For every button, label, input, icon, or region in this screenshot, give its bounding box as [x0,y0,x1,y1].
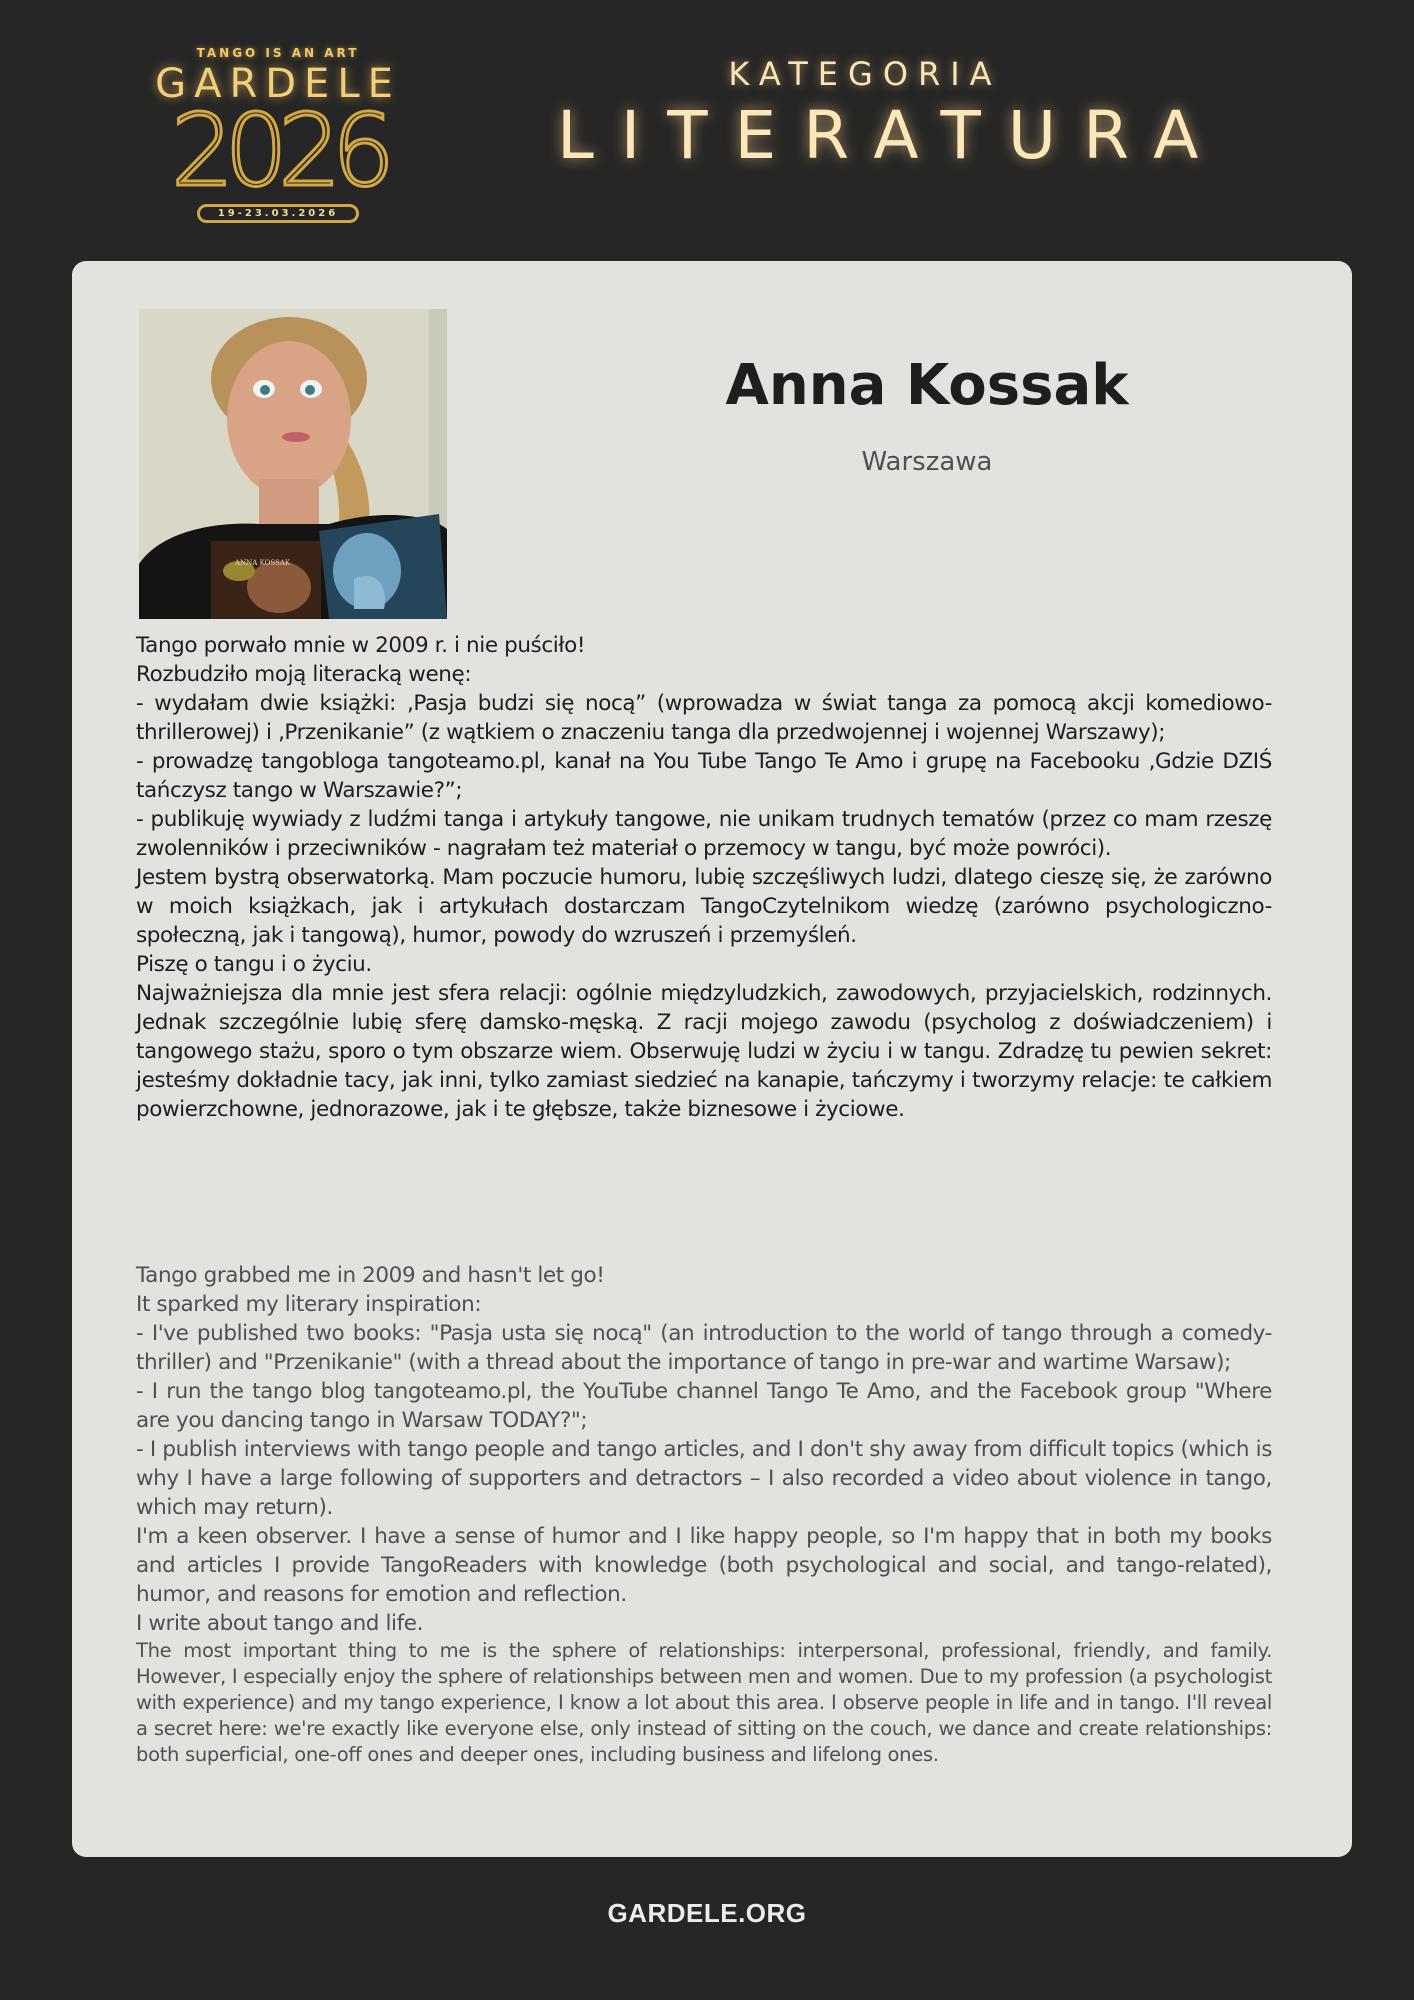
bio-english [136,1261,1272,1768]
bio-pl-paragraph: Najważniejsza dla mnie jest sfera relacji: ogólnie międzyludzkich, zawodowych, przyjacielskich, rodzinnych. Jednak szczególnie lubię sferę damsko-męską. Z racji mojego zawodu (psycholog z doświadczeniem) i tangowego stażu, sporo o tym obszarze wiem. Obserwuję ludzi w życiu i w tangu. Zdradzę tu pewien sekret: jesteśmy dokładnie tacy, jak inni, tylko zamiast siedzieć na kanapie, tańczymy i tworzymy relacje: te całkiem powierzchowne, jednorazowe, jak i te głębsze, także biznesowe i życiowe. [136,981,1272,1122]
category-title: LITERATURA [557,97,1226,174]
logo-year: 2026 [170,92,386,209]
bio-pl-paragraph: - prowadzę tangobloga tangoteamo.pl, kanał na You Tube Tango Te Amo i grupę na Facebooku ‚Gdzie DZIŚ tańczysz tango w Warszawie?”; [136,749,1272,803]
bio-en-paragraph: - I publish interviews with tango people and tango articles, and I don't shy away from difficult topics (which is why I have a large following of supporters and detractors – I also recorded a video about violence in tango, which may return). [136,1437,1272,1520]
profile-card [72,261,1352,1857]
bio-en-paragraph: Tango grabbed me in 2009 and hasn't let go! [136,1263,605,1288]
logo-name: GARDELE [155,61,401,107]
svg-text:ANNA KOSSAK: ANNA KOSSAK [235,559,291,567]
bio-en-paragraph: The most important thing to me is the sphere of relationships: interpersonal, professional, friendly, and family. However, I especially enjoy the sphere of relationships between men and women. Due to my profession (a psychologist with experience) and my tango experience, I know a lot about this area. I observe people in life and in tango. I'll reveal a secret here: we're exactly like everyone else, only instead of sitting on the couch, we dance and create relationships: both superficial, one-off ones and deeper ones, including business and lifelong ones. [136,1639,1272,1766]
bio-en-paragraph: I write about tango and life. [136,1611,424,1636]
category-label: KATEGORIA [728,55,1002,93]
bio-pl-paragraph: Piszę o tangu i o życiu. [136,952,372,977]
bio-pl-paragraph: - publikuję wywiady z ludźmi tanga i artykuły tangowe, nie unikam trudnych tematów (przez co mam rzeszę zwolenników i przeciwników - nagrałam też materiał o przemocy w tangu, być może powróci). [136,807,1272,861]
person-city: Warszawa [861,447,993,477]
profile-photo [139,309,447,619]
bio-pl-paragraph: Jestem bystrą obserwatorką. Mam poczucie humoru, lubię szczęśliwych ludzi, dlatego cieszę się, że zarówno w moich książkach, jak i artykułach dostarczam TangoCzytelnikom wiedzę (zarówno psychologiczno-społeczną, jak i tangową), humor, powody do wzruszeń i przemyśleń. [136,865,1272,948]
portrait-image-icon [139,309,447,619]
person-name: Anna Kossak [725,353,1129,418]
bio-en-paragraph: - I run the tango blog tangoteamo.pl, the YouTube channel Tango Te Amo, and the Facebook group "Where are you dancing tango in Warsaw TODAY?"; [136,1379,1272,1433]
bio-polish [136,631,1272,1124]
bio-en-paragraph: - I've published two books: "Pasja usta się nocą" (an introduction to the world of tango through a comedy-thriller) and "Przenikanie" (with a thread about the importance of tango in pre-war and wartime Warsaw); [136,1321,1272,1375]
gardele-2026-logo [138,44,418,236]
bio-en-paragraph: It sparked my literary inspiration: [136,1292,482,1317]
bio-en-paragraph: I'm a keen observer. I have a sense of humor and I like happy people, so I'm happy that in both my books and articles I provide TangoReaders with knowledge (both psychological and social, and tango-related), humor, and reasons for emotion and reflection. [136,1524,1272,1607]
footer-site-link[interactable]: GARDELE.ORG [607,1898,807,1928]
category-heading [530,52,1226,176]
logo-dates-badge: 19-23.03.2026 [197,204,359,223]
bio-pl-paragraph: - wydałam dwie książki: ‚Pasja budzi się nocą” (wprowadza w świat tanga za pomocą akcji komediowo-thrillerowej) i ‚Przenikanie” (z wątkiem o znaczeniu tanga dla przedwojennej i wojennej Warszawy); [136,691,1272,745]
bio-pl-paragraph: Rozbudziło moją literacką wenę: [136,662,472,687]
bio-pl-paragraph: Tango porwało mnie w 2009 r. i nie puściło! [136,633,586,658]
logo-tagline: TANGO IS AN ART [196,46,360,60]
